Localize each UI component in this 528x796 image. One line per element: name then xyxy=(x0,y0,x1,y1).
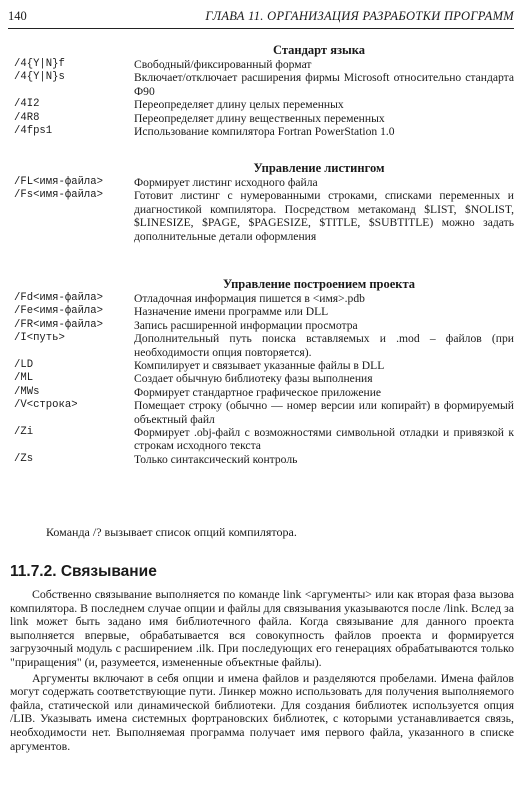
option-key: /Zs xyxy=(14,452,34,465)
option-desc: Только синтаксический контроль xyxy=(134,452,298,466)
paragraph: Собственно связывание выполняется по команде link <аргументы> или как вторая фаза вызова компилятора. В последнем случае опции и файлы для связывания указываются после /link. Вслед за link может быть задано имя библиотечного файла. Когда связывание для данного проекта выполняется впервые, обрабатывается вся совокупность файлов проекта и формируется загрузочный модуль с расширением .ilk. При последующих его генерациях обрабатываются только "приращения" (и, разумеется, измененные объектные файлы). xyxy=(10,587,514,669)
option-desc: Свободный/фиксированный формат xyxy=(134,58,312,71)
option-desc: Запись расширенной информации просмотра xyxy=(134,318,358,332)
option-key: /ML xyxy=(14,372,34,385)
page-number: 140 xyxy=(8,9,27,23)
group-title: Управление построением проекта xyxy=(222,277,416,291)
options-group-listing xyxy=(14,160,514,243)
running-header xyxy=(8,6,514,29)
option-row xyxy=(14,176,514,189)
option-row xyxy=(14,189,514,243)
option-row xyxy=(14,386,514,399)
option-row xyxy=(14,453,514,466)
option-row xyxy=(14,359,514,372)
option-row xyxy=(14,332,514,359)
option-row xyxy=(14,372,514,385)
option-row xyxy=(14,98,514,111)
option-desc: Отладочная информация пишется в <имя>.pdb xyxy=(134,292,365,305)
option-key: /Fd<имя-файла> xyxy=(14,292,104,304)
option-key: /FL<имя-файла> xyxy=(14,176,104,188)
option-key: /4fps1 xyxy=(14,125,53,138)
option-row xyxy=(14,305,514,318)
option-desc: Формирует листинг исходного файла xyxy=(134,176,318,189)
paragraph: Аргументы включают в себя опции и имена файлов и разделяются пробелами. Имена файлов могут содержать соответствующие пути. Линкер можно использовать для получения выполняемого файла, статической или динамической библиотеки. Для создания библиотек используется опция /LIB. Указывать имена системных фортрановских библиотек, с которыми устанавливается связь, необходимости нет. Выполняемая программа получает имя первого файла, указанного в списке аргументов. xyxy=(10,670,514,753)
group-title: Стандарт языка xyxy=(272,43,366,57)
option-row xyxy=(14,71,514,98)
section-heading: 11.7.2. Связывание xyxy=(10,563,157,580)
option-key: /LD xyxy=(14,359,34,372)
option-desc: Переопределяет длину целых переменных xyxy=(134,98,344,112)
option-row xyxy=(14,426,514,453)
option-key: /4{Y|N}f xyxy=(14,58,65,70)
group-title: Управление листингом xyxy=(253,161,385,175)
option-row xyxy=(14,125,514,138)
option-desc: Готовит листинг с нумерованными строками, списками переменных и диагностикой компилятора. Посредством метакоманд $LIST, $NOLIST, $LINESIZE, $PAGE, $PAGESIZE, $TITLE, $SUBTITLE) можно задать дополнительные детали оформления xyxy=(134,189,514,243)
option-desc: Создает обычную библиотеку фазы выполнения xyxy=(134,372,373,386)
section-body xyxy=(10,588,514,755)
option-key: /4{Y|N}s xyxy=(14,71,65,84)
option-row xyxy=(14,399,514,426)
option-key: /FR<имя-файла> xyxy=(14,318,104,331)
option-desc: Компилирует и связывает указанные файлы в DLL xyxy=(134,359,385,373)
option-desc: Помещает строку (обычно — номер версии или копирайт) в формируемый объектный файл xyxy=(134,399,514,426)
option-key: /4R8 xyxy=(14,111,40,124)
option-key: /V<строка> xyxy=(14,399,78,412)
option-row xyxy=(14,292,514,305)
chapter-title: ГЛАВА 11. ОРГАНИЗАЦИЯ РАЗРАБОТКИ ПРОГРАММ xyxy=(205,9,514,23)
option-row xyxy=(14,58,514,71)
options-group-project-build xyxy=(14,276,514,466)
option-desc: Переопределяет длину вещественных переменных xyxy=(134,111,385,125)
option-key: /MWs xyxy=(14,385,40,398)
option-desc: Дополнительный путь поиска вставляемых и .mod – файлов (при необходимости опция повторяется). xyxy=(134,332,514,359)
option-key: /Zi xyxy=(14,426,34,439)
option-desc: Формирует стандартное графическое приложение xyxy=(134,385,382,399)
option-desc: Использование компилятора Fortran PowerStation 1.0 xyxy=(134,125,395,139)
option-row xyxy=(14,112,514,125)
compiler-options-note: Команда /? вызывает список опций компилятора. xyxy=(46,525,297,539)
option-desc: Включает/отключает расширения фирмы Microsoft относительно стандарта Ф90 xyxy=(134,71,514,98)
option-desc: Назначение имени программе или DLL xyxy=(134,305,329,319)
option-key: /Fe<имя-файла> xyxy=(14,305,104,318)
option-key: /I<путь> xyxy=(14,332,65,345)
option-key: /Fs<имя-файла> xyxy=(14,189,104,202)
option-row xyxy=(14,319,514,332)
option-desc: Формирует .obj-файл с возможностями символьной отладки и привязкой к строкам исходного текста xyxy=(134,426,514,453)
option-key: /4I2 xyxy=(14,98,40,111)
options-group-language-standard xyxy=(14,42,514,138)
